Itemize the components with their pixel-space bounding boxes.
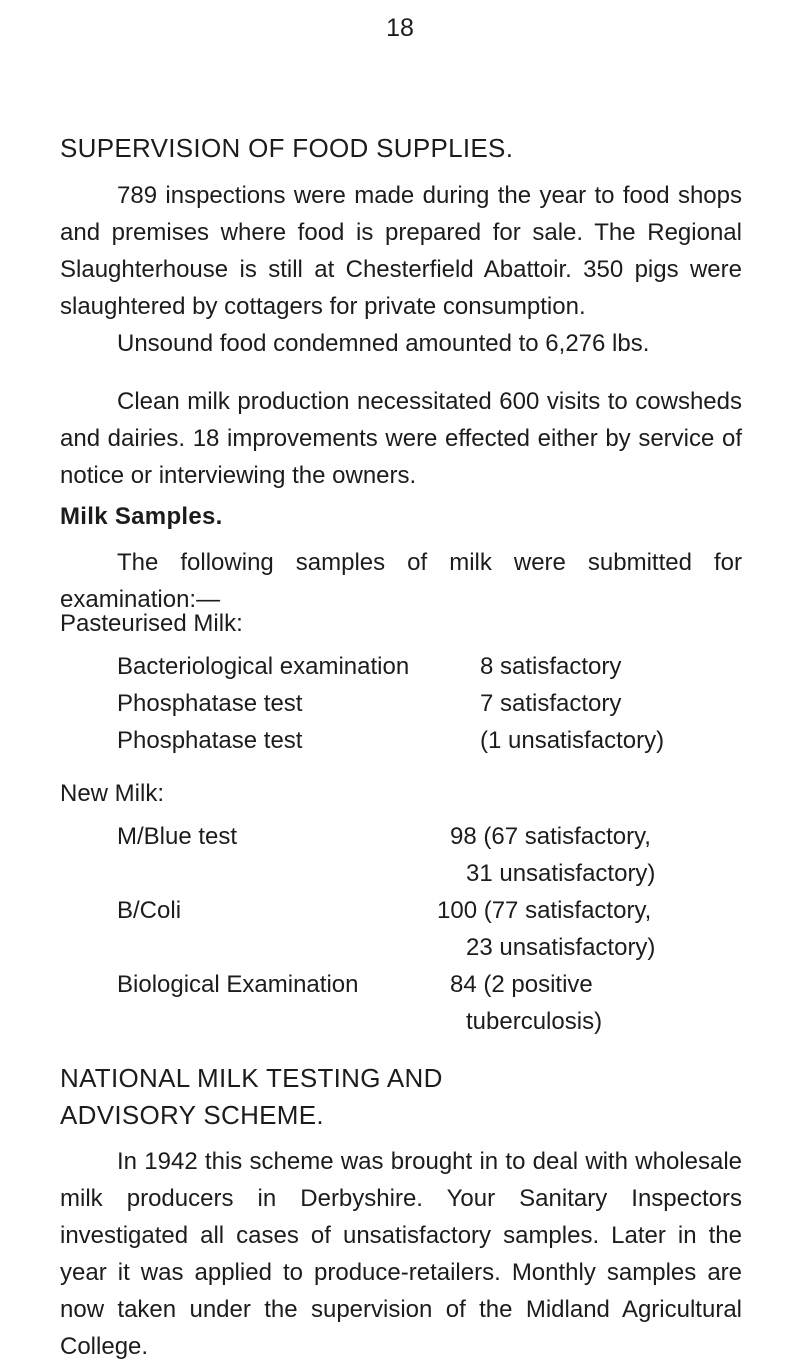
test-name: Biological Examination — [117, 971, 359, 998]
milk-samples-intro: The following samples of milk were submitted for examination:— — [60, 549, 742, 613]
paragraph-clean-milk: Clean milk production necessitated 600 visits to cowsheds and dairies. 18 improvements were effected either by service of notice or interviewing the owners. — [60, 388, 742, 489]
test-result-continued: 23 unsatisfactory) — [466, 934, 656, 961]
test-name: Phosphatase test — [117, 690, 303, 717]
test-result-continued: tuberculosis) — [466, 1008, 603, 1035]
pasteurised-milk-label: Pasteurised Milk: — [60, 610, 243, 637]
test-result: 8 satisfactory — [480, 653, 622, 680]
test-name: Bacteriological examination — [117, 653, 410, 680]
test-result: 100 (77 satisfactory, — [437, 897, 652, 924]
paragraph-unsound-food: Unsound food condemned amounted to 6,276 lbs. — [117, 330, 650, 357]
paragraph-scheme: In 1942 this scheme was brought in to deal with wholesale milk producers in Derbyshire. Your Sanitary Inspectors investigated all cases of unsatisfactory samples. Later in the year it was applied to produce-retailers. Monthly samples are now taken under the supervision of the Midland Agricultural College. — [60, 1148, 742, 1360]
test-result: 98 (67 satisfactory, — [450, 823, 651, 850]
heading-advisory-scheme: ADVISORY SCHEME. — [60, 1100, 324, 1130]
test-result: (1 unsatisfactory) — [480, 727, 665, 754]
new-milk-label: New Milk: — [60, 780, 165, 807]
heading-supervision: SUPERVISION OF FOOD SUPPLIES. — [60, 133, 514, 163]
test-name: M/Blue test — [117, 823, 238, 850]
heading-milk-samples: Milk Samples. — [60, 503, 223, 530]
page-number: 18 — [386, 14, 414, 42]
test-name: B/Coli — [117, 897, 182, 924]
test-name: Phosphatase test — [117, 727, 303, 754]
test-result-continued: 31 unsatisfactory) — [466, 860, 656, 887]
heading-national-milk-testing: NATIONAL MILK TESTING AND — [60, 1063, 443, 1093]
test-result: 84 (2 positive — [450, 971, 593, 998]
test-result: 7 satisfactory — [480, 690, 622, 717]
paragraph-inspections: 789 inspections were made during the year to food shops and premises where food is prepared for sale. The Regional Slaughterhouse is still at Chesterfield Abattoir. 350 pigs were slaughtered by cottagers for private consumption. — [60, 182, 742, 320]
